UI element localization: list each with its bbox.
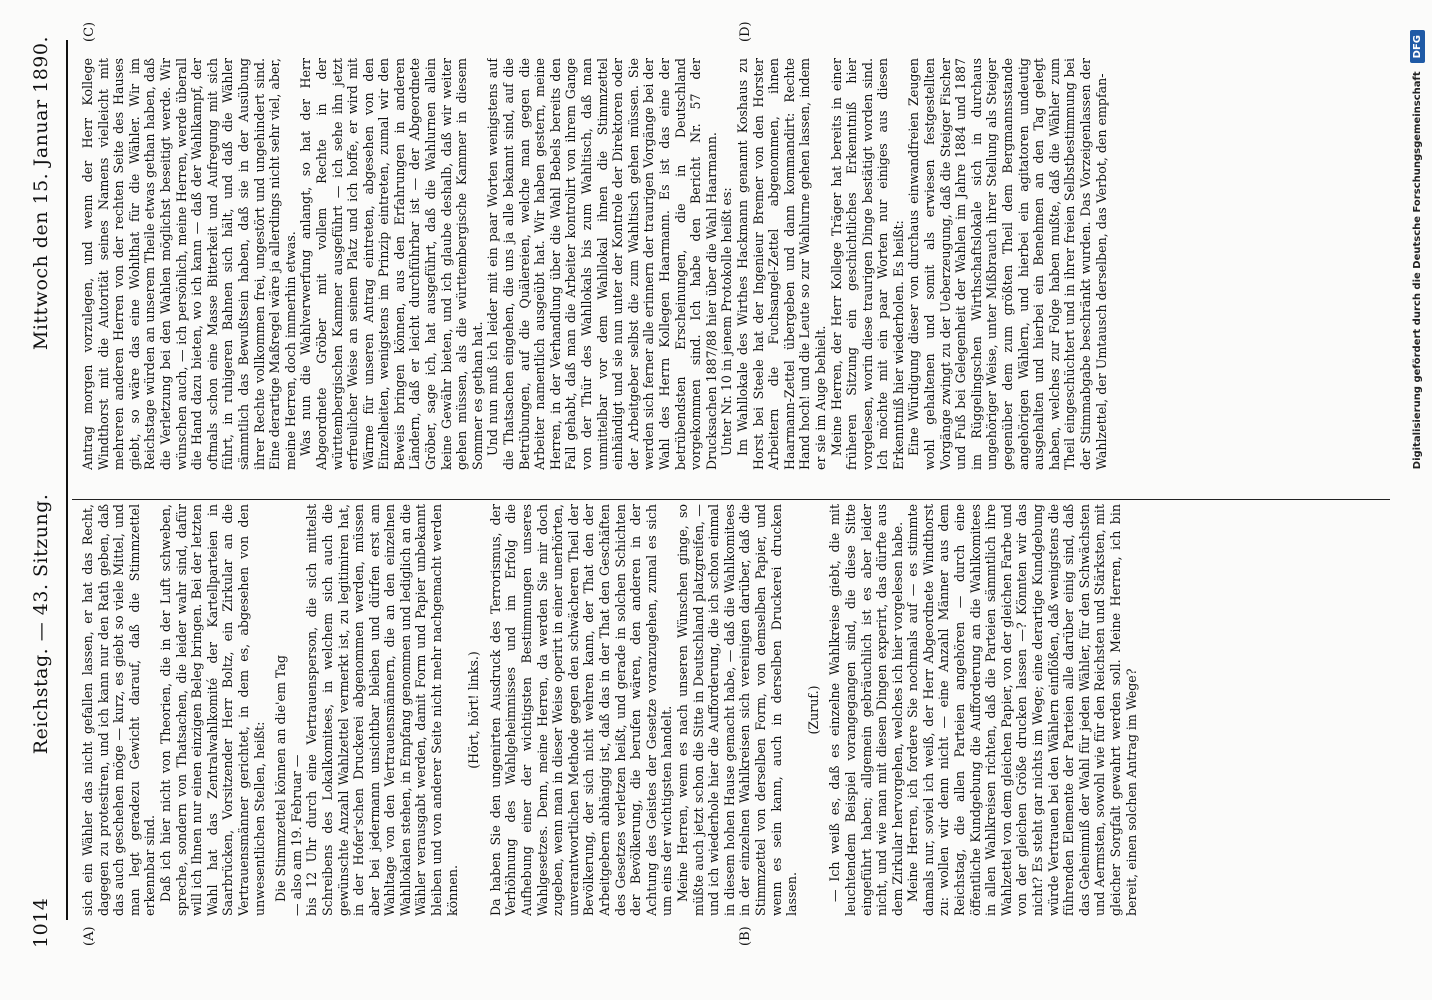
page-number: 1014 (30, 897, 52, 948)
section-marker-c: (C) (82, 21, 97, 42)
paragraph: sich ein Wähler das nicht gefallen lassen, er hat das Recht, dagegen zu protestiren, und ich kann nur den Rath geben, daß das auch geschehen möge — kurz, es giebt so viele Mittel, und man legt geradezu Gewicht darauf, daß die Stimmzettel erkennbar sind. (80, 504, 158, 916)
quote-line: — also am 19. Februar — (288, 754, 304, 916)
page-header (14, 36, 68, 948)
digitization-credit (1406, 30, 1428, 970)
session-title: Reichstag. — 43. Sitzung. (30, 493, 52, 755)
column-divider (72, 499, 1390, 500)
paragraph: Meine Herren, wenn es nach unseren Wünschen ginge, so müßte auch jetzt schon die Sitte in Deutschland platzgreifen, — und ich wiederhole hier die Aufforderung, die ich schon einmal in diesem hohen Hause gemacht habe, — daß die Wahlkomitees in der einzelnen Wahlkreisen sich vereinigen darüber, daß die Stimmzettel von derselben Form, von demselben Papier, und wenn es sein kann, auch in derselben Druckerei drucken lassen. (674, 504, 800, 916)
left-column (80, 504, 1390, 916)
quote-paragraph: bis 12 Uhr durch eine Vertrauensperson, die sich mittelst Schreibens des Lokalkomitees, in welchem sich auch die gewünschte Anzahl Wahlzettel vermerkt ist, zu legitimiren hat, in der Hofer'schen Druckerei abgenommen werden, müssen aber bei jedermann unsichtbar bleiben und dürfen erst am Wahltage von den Vertrauensmännern, die an den einzelnen Wahllokalen stehen, in Empfang genommen und lediglich an die Wähler verausgabt werden, damit Form und Papier unbekannt bleiben und von anderer Seite nicht mehr nachgemacht werden können. (304, 504, 460, 916)
credit-text: Digitalisierung gefördert durch die Deutsche Forschungsgemeinschaft (1411, 71, 1423, 470)
quote-paragraph: Eine Würdigung dieser von durchaus einwandfreien Zeugen wohl gehaltenen und somit als erwiesen festgestellten Vorgänge zwingt zu der Ueberzeugung, daß die Steiger Fischer und Fuß bei Gelegenheit der Wahlen im Jahre 1884 und 1887 im Rüggelingschen Wirthschaftslokale sich in durchaus ungehöriger Weise, unter Mißbrauch ihrer Stellung als Steiger gegenüber dem zum größten Theil dem Bergmannsstande angehörigen Wählern, und hierbei ein agitatoren undeutig ausgehalten und hierbei ein Benehmen an den Tag gelegt haben, welches zur Folge haben mußte, daß die Wähler zum Theil eingeschüchtert und in ihrer freien Selbstbestimmung bei der Stimmabgabe beschränkt wurden. Das Vorzeigenlassen der Wahlzettel, der Umtausch derselben, das Verbot, den empfan- (906, 58, 1109, 470)
quote-line: Die Stimmzettel können an die'em Tag (273, 655, 289, 902)
paragraph: Unter Nr. 10 in jenem Protokolle heißt es: (719, 187, 735, 456)
paragraph: Meine Herren, der Herr Kollege Träger hat bereits in einer früheren Sitzung ein geschichtliches Erkenntniß hier vorgelesen, worin diese traurigen Dinge bestätigt worden sind. Ich möchte mit ein paar Worten nur einiges aus diesen Erkenntniß hier wiederholen. Es heißt: (828, 58, 906, 470)
paragraph: Meine Herren, ich fordere Sie nochmals auf — es stimmte damals nur, soviel ich weiß, der Herr Abgeordnete Windthorst zu: wollen wir denn nicht — eine Anzahl Männer aus dem Reichstag, die allen Parteien angehören — durch eine öffentliche Kundgebung die Aufforderung an die Wahlkomitees in allen Wahlkreisen richten, daß die Parteien sämmtlich ihre Wahlzettel von dem gleichen Papier, von der gleichen Farbe und von der gleichen Größe drucken lassen —? Könnten wir das nicht? Es steht gar nichts im Wege; eine derartige Kundgebung würde Vertrauen bei den Wählern einflößen, daß wenigstens die führenden Elemente der Parteien alle darüber einig sind, daß das Geheimniß der Wahl für jeden Wähler, für den Schwächsten und Aermsten, sowohl wie für den Reichsten und Stärksten, mit gleicher Sorgfalt gewahrt werden soll. Meine Herren, ich bin bereit, einen solchen Antrag im Wege? (905, 504, 1139, 916)
paragraph: Was nun die Wahlverwerfung anlangt, so hat der Herr Abgeordnete Gröber mit vollem Rechte in der württembergischen Kammer ausgeführt — ich sehe ihn jetzt erfreulicher Weise an seinem Platz und ich hoffe, er wird mit Wärme für unseren Antrag eintreten, abgesehen von den Einzelheiten, wenigstens im Prinzip eintreten, zumal wir den Beweis bringen können, aus den Erfahrungen in anderen Ländern, daß er leicht durchführbar ist — der Abgeordnete Gröber, sage ich, hat ausgeführt, daß die Wahlurnen allein keine Gewähr bieten, und ich glaube deshalb, daß wir weiter gehen müssen, als die württembergische Kammer in diesem Sommer es gethan hat. (298, 58, 485, 470)
paragraph: Da haben Sie den ungenirten Ausdruck des Terrorismus, der Verhöhnung des Wahlgeheimnisses und im Erfolg die Aufhebung einer der wichtigsten Bestimmungen unseres Wahlgesetzes. Denn, meine Herren, da werden Sie mir doch zugeben, wenn man in dieser Weise operirt in einer unerhörten, unverantwortlichen Methode gegen den schwächeren Theil der Bevölkerung, der sich nicht wehren kann, der That den der Arbeitgebern abhängig ist, daß das in der That den Geschäften des Gesetzes verletzen heißt, und gerade in solchen Schichten der Bevölkerung, die berufen wären, den anderen in der Achtung des Geistes der Gesetze voranzugehen, zumal es sich um eins der wichtigsten handelt. (487, 504, 675, 916)
header-rule (66, 40, 68, 920)
section-marker-b: (B) (738, 926, 753, 946)
paragraph: Antrag morgen vorzulegen, und wenn der Herr Kollege Windthorst mit die Autorität seines Namens vielleicht mit mehreren anderen Herren von der rechten Seite des Hauses giebt, so wäre das eine Wohlthat für die Wähler. Wir im Reichstage würden an unserem Theile etwas gethan haben, daß die Verletzung bei den Wahlen möglichst beseitigt werde. Wir wünschen auch, — ich persönlich, meine Herren, werde überall die Hand dazu bieten, wo ich kann — daß der Wahlkampf, der oftmals schon eine Masse Bitterkeit und Aufregung mit sich führt, in ruhigeren Bahnen sich hält, und daß die Wähler sämmtlich das Bewußtsein haben, daß sie in der Ausübung ihrer Rechte vollkommen frei, ungestört und ungehindert sind. Eine derartige Maßregel wäre ja allerdings nicht sehr viel, aber, meine Herren, doch immerhin etwas. (80, 58, 298, 470)
dfg-logo: DFG (1410, 30, 1425, 63)
paragraph: — Ich weiß es, daß es einzelne Wahlkreise giebt, die mit leuchtendem Beispiel vorangegangen sind, die diese Sitte eingeführt haben; allgemein gebräuchlich ist es aber leider nicht, und wie man mit diesen Dingen experirt, das dürfte aus dem Zirkular hervorgehen, welches ich hier vorgelesen habe. (827, 504, 905, 916)
right-column (80, 58, 1390, 470)
section-marker-d: (D) (738, 21, 753, 42)
paragraph: Daß ich hier nicht von Theorien, die in der Luft schweben, spreche, sondern von Thatsachen, die leider wahr sind, dafür will ich Ihnen nur einen einzigen Beleg bringen. Bei der letzten Wahl hat das Zentralwahlkomité der Kartellparteien in Saarbrücken, Vorsitzender Herr Boltz, ein Zirkular an die Vertrauensmänner gerichtet, in dem es, abgesehen von den unwesentlichen Stellen, heißt: (157, 504, 267, 916)
paragraph: Und nun muß ich leider mit ein paar Worten wenigstens auf die Thatsachen eingehen, die uns ja alle bekannt sind, auf die Betrübungen, auf die Quälereien, welche man gegen die Arbeiter namentlich ausgeübt hat. Wir haben gestern, meine Herren, in der Verhandlung über die Wahl Bebels bereits den Fall gehabt, daß man die Arbeiter kontrolirt von ihrem Gange von der Thür des Wahllokals bis zum Wahltisch, daß man unmittelbar vor dem Wahllokal ihnen die Stimmzettel einhändigt und sie nun unter der Kontrole der Direktoren oder der Arbeitgeber selbst die zum Wahltisch gehen müssen. Sie werden sich ferner alle erinnern der traurigen Vorgänge bei der Wahl des Herrn Kollegen Haarmann. Es ist das eine der betrübendsten Erscheinungen, die in Deutschland vorgekommen sind. Ich habe den Bericht Nr. 57 der Drucksachen 1887/88 hier über die Wahl Haarmann. (485, 58, 719, 470)
interjection: (Hört, hört! links.) (466, 651, 482, 769)
interjection: (Zuruf.) (805, 685, 821, 735)
section-marker-a: (A) (82, 926, 97, 946)
session-date: Mittwoch den 15. Januar 1890. (30, 36, 52, 351)
quote-paragraph: Im Wahllokale des Wirthes Hackmann genannt Koshaus zu Horst bei Steele hat der Ingenieur Bremer von den Horster Arbeitern die Fuchsangel-Zettel abgenommen, ihnen Haarmann-Zettel übergeben und dann kommandirt: Rechte Hand hoch! und die Leute so zur Wahlurne gehen lassen, indem er sie im Auge behielt. (734, 58, 828, 470)
